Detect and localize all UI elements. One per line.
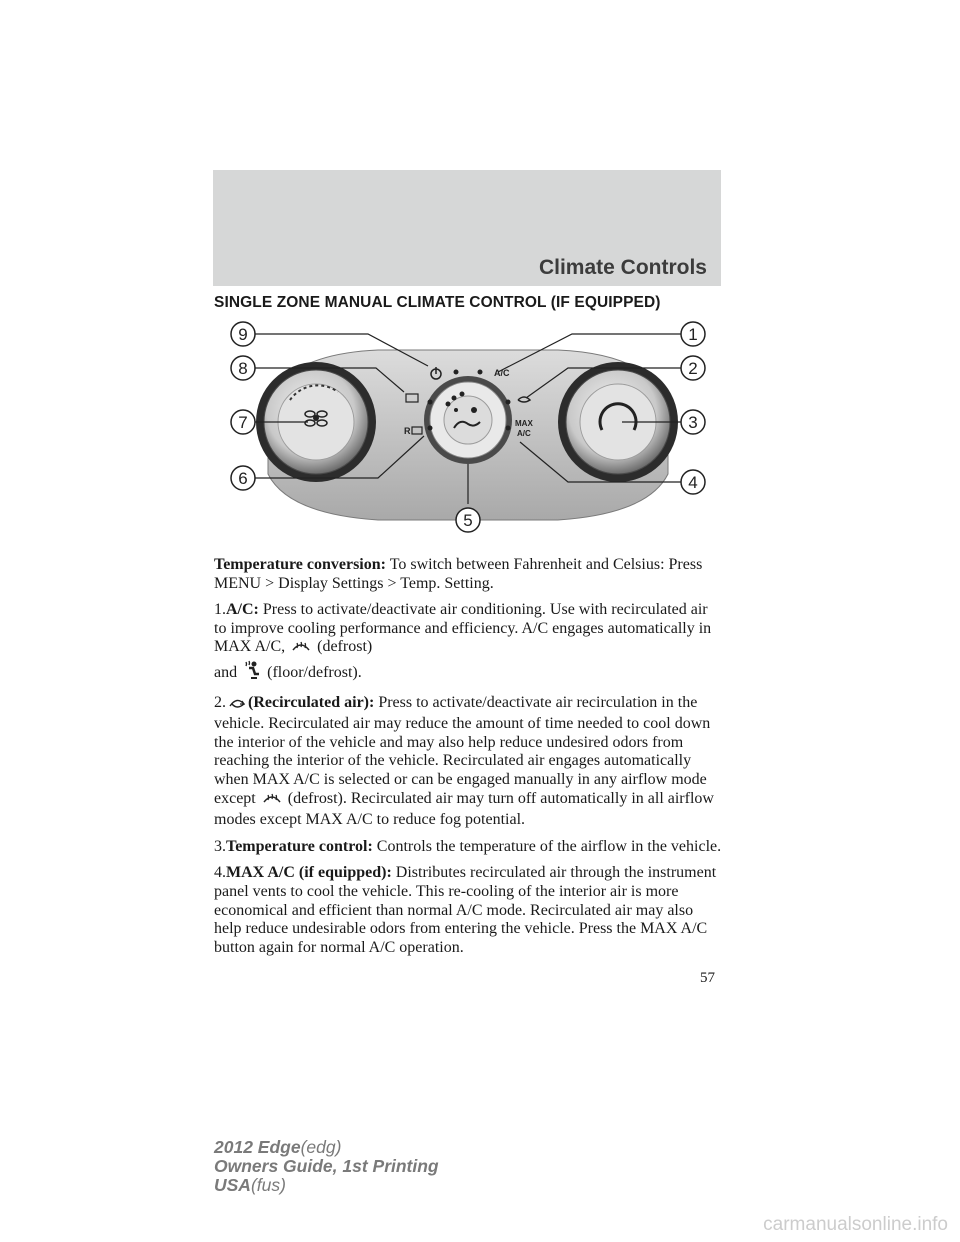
airflow-mode-dial bbox=[424, 376, 512, 464]
svg-text:5: 5 bbox=[463, 511, 473, 530]
item-text: Controls the temperature of the airflow in the vehicle. bbox=[376, 837, 722, 855]
item-text: Press to activate/deactivate air conditioning. Use with recirculated air to improve cooling performance and efficiency. A/C engages automatically in MAX A/C, bbox=[214, 601, 712, 656]
ac-button-label: A/C bbox=[494, 368, 510, 378]
callout-9 bbox=[231, 322, 255, 346]
page-number: 57 bbox=[700, 970, 715, 986]
callout-1 bbox=[681, 322, 705, 346]
footer-model-code: (edg) bbox=[300, 1137, 342, 1157]
temp-conversion-label: Temperature conversion: bbox=[214, 556, 386, 573]
recirculate-icon bbox=[228, 697, 246, 716]
item-number: 2. bbox=[214, 693, 226, 711]
svg-text:6: 6 bbox=[238, 469, 248, 488]
watermark: carmanualsonline.info bbox=[763, 1214, 948, 1235]
callout-7 bbox=[231, 410, 255, 434]
temp-conversion-text: To switch between Fahrenheit and Celsius: Press MENU > Display Settings > Temp. Setting. bbox=[214, 556, 703, 592]
item-3-paragraph bbox=[214, 838, 722, 857]
svg-text:2: 2 bbox=[688, 359, 698, 378]
svg-text:9: 9 bbox=[238, 325, 248, 344]
footer-line-3 bbox=[214, 1176, 439, 1195]
item-1-paragraph bbox=[214, 601, 722, 685]
footer-market: USA bbox=[214, 1175, 251, 1195]
item-number: 1. bbox=[214, 601, 226, 619]
max-ac-label-1: MAX bbox=[515, 419, 533, 428]
body-text bbox=[214, 556, 722, 965]
callout-6 bbox=[231, 466, 255, 490]
footer-line-2: Owners Guide, 1st Printing bbox=[214, 1156, 439, 1176]
item-text: (defrost). Recirculated air may turn off automatically in all airflow modes except MAX A/C to reduce fog potential. bbox=[214, 789, 714, 829]
footer-line-1 bbox=[214, 1138, 439, 1157]
footer-model: 2012 Edge bbox=[214, 1137, 301, 1157]
item-label: Temperature control: bbox=[226, 837, 373, 855]
floor-defrost-icon bbox=[243, 660, 261, 686]
footer bbox=[214, 1138, 439, 1195]
callout-2 bbox=[681, 356, 705, 380]
item-number: 3. bbox=[214, 837, 226, 855]
section-title: Climate Controls bbox=[538, 256, 707, 279]
defrost-icon bbox=[291, 638, 311, 660]
max-ac-label-2: A/C bbox=[517, 429, 531, 438]
item-4-paragraph bbox=[214, 864, 722, 957]
page-heading: SINGLE ZONE MANUAL CLIMATE CONTROL (IF EQUIPPED) bbox=[214, 294, 661, 311]
svg-text:8: 8 bbox=[238, 359, 248, 378]
footer-market-code: (fus) bbox=[250, 1175, 286, 1195]
svg-text:3: 3 bbox=[688, 413, 698, 432]
header-band bbox=[213, 170, 721, 286]
item-label: MAX A/C (if equipped): bbox=[226, 864, 392, 882]
item-text: and bbox=[214, 663, 238, 681]
temp-conversion-paragraph bbox=[214, 556, 722, 593]
callout-5 bbox=[456, 508, 480, 532]
climate-control-diagram bbox=[228, 314, 708, 548]
item-text: (defrost) bbox=[317, 638, 373, 656]
defrost-icon bbox=[262, 790, 282, 812]
item-text: Distributes recirculated air through the instrument panel vents to cool the vehicle. This re-cooling of the interior air is more economical and efficient than normal A/C mode. Recirculated air may also help reduce undesirable odors from entering the vehicle. Press the MAX A/C button again for normal A/C operation. bbox=[214, 864, 717, 956]
rear-label: R bbox=[404, 426, 411, 436]
callout-8 bbox=[231, 356, 255, 380]
svg-text:4: 4 bbox=[688, 473, 698, 492]
item-label: A/C: bbox=[226, 601, 259, 619]
item-label: (Recirculated air): bbox=[248, 693, 375, 711]
item-text: Press to activate/deactivate air recirculation in the vehicle. Recirculated air may reduce the amount of time needed to cool down the interior of the vehicle and may also help reduce undesired odors from reaching the interior of the vehicle. Recirculated air engages automatically when MAX A/C is selected or can be engaged manually in any airflow mode except bbox=[214, 693, 711, 807]
callout-4 bbox=[681, 470, 705, 494]
svg-text:1: 1 bbox=[688, 325, 698, 344]
item-text: (floor/defrost). bbox=[267, 663, 362, 681]
item-number: 4. bbox=[214, 864, 226, 882]
svg-text:7: 7 bbox=[238, 413, 248, 432]
item-2-paragraph bbox=[214, 694, 722, 830]
callout-3 bbox=[681, 410, 705, 434]
